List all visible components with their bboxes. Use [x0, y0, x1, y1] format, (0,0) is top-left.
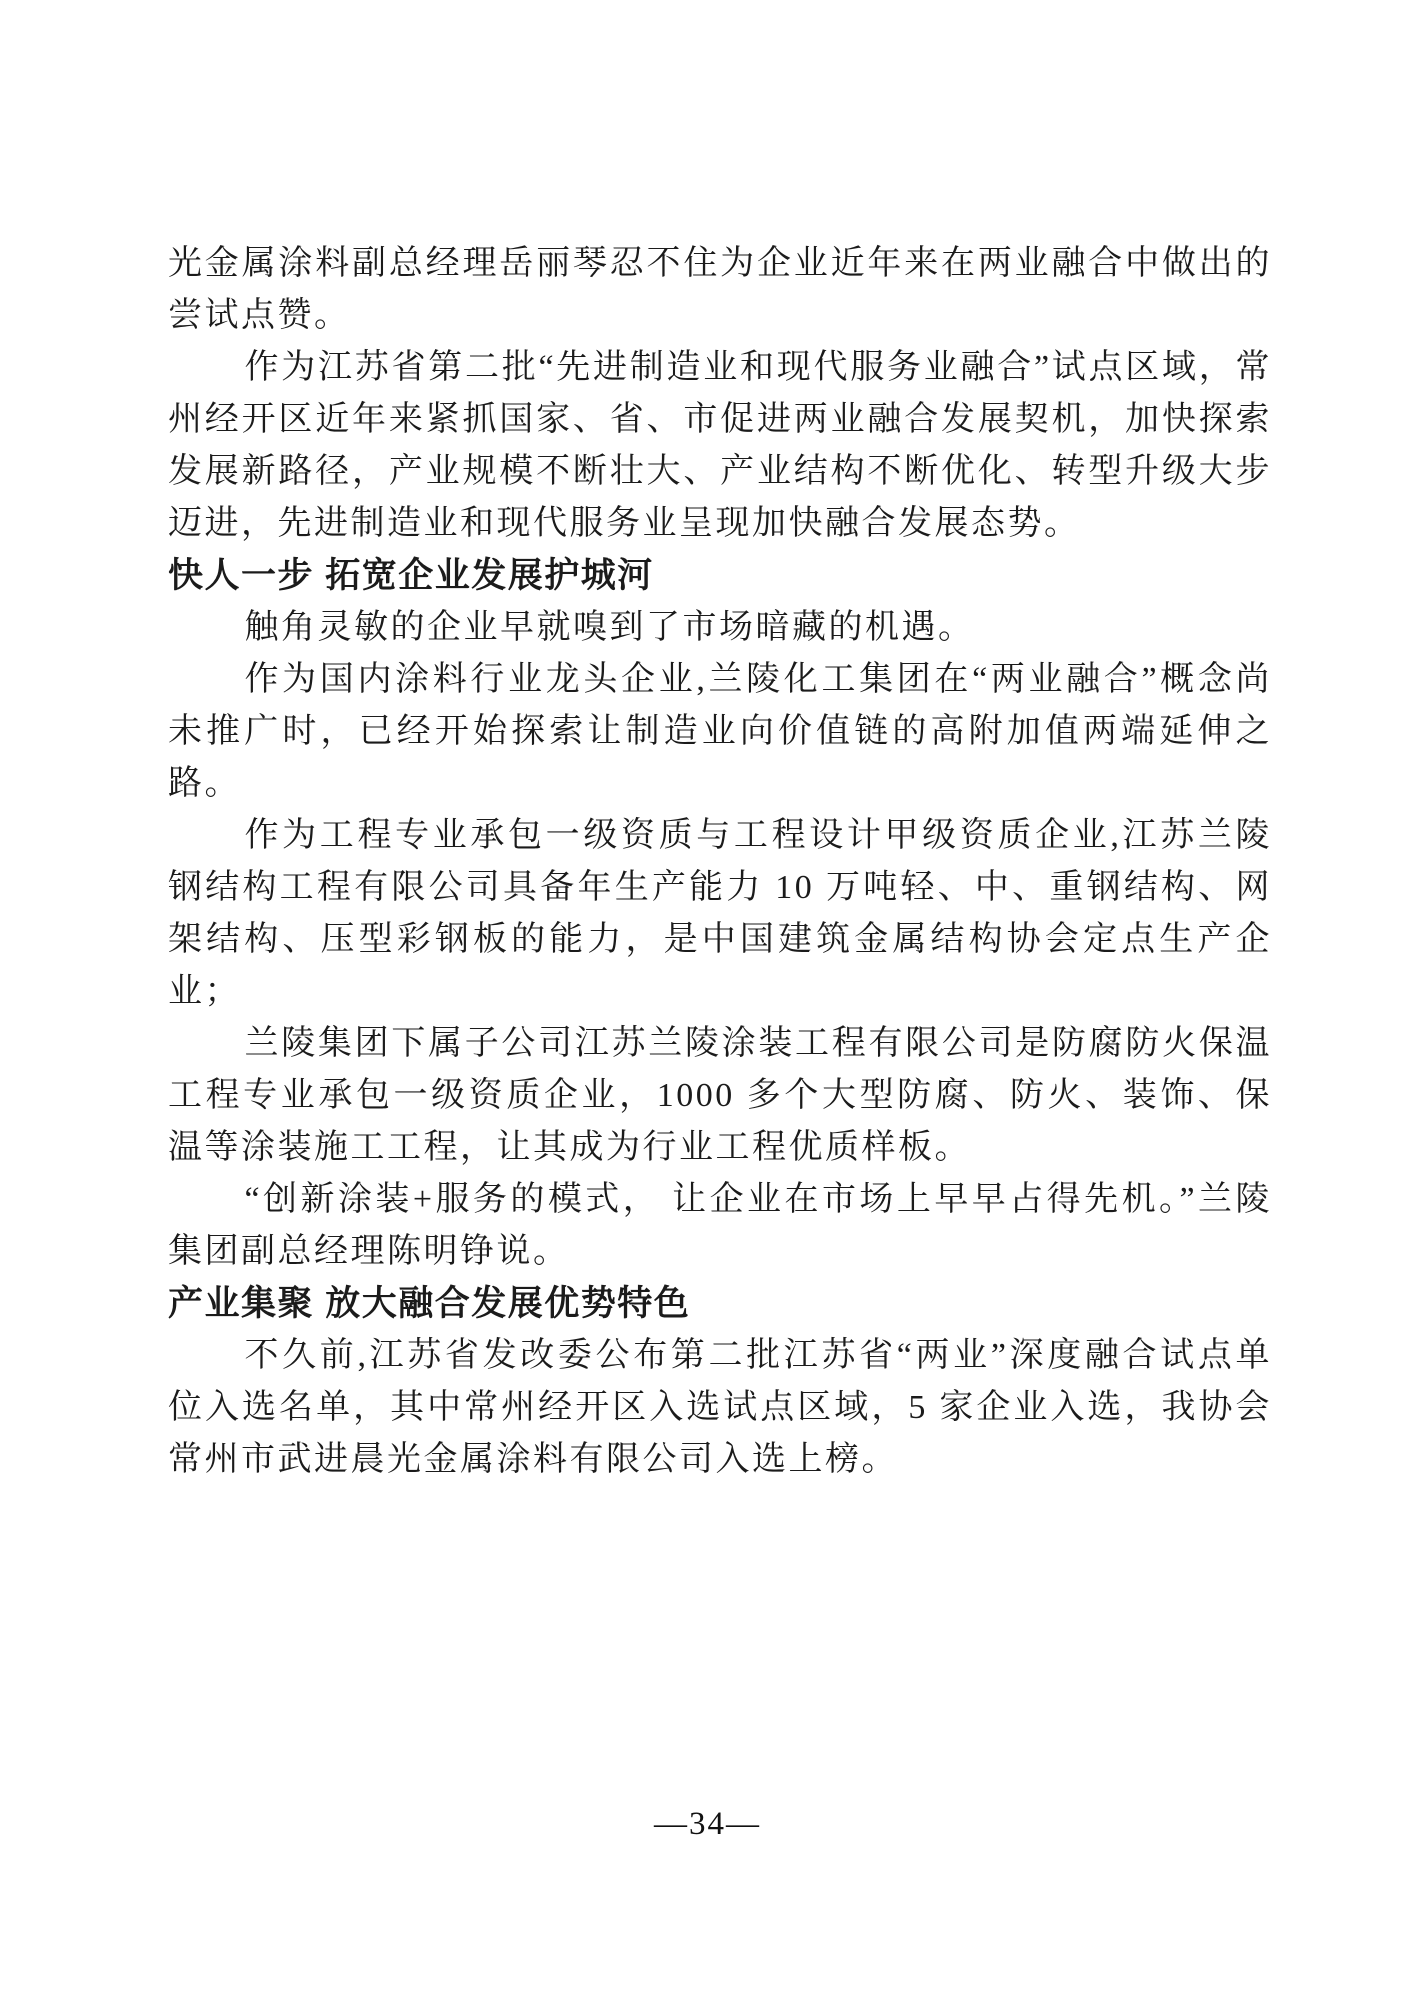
paragraph: 作为工程专业承包一级资质与工程设计甲级资质企业,江苏兰陵钢结构工程有限公司具备年生产能力 10 万吨轻、中、重钢结构、网架结构、压型彩钢板的能力，是中国建筑金属结构协会定点生产企业； [168, 817, 1272, 1010]
paragraph: 作为江苏省第二批“先进制造业和现代服务业融合”试点区域，常州经开区近年来紧抓国家、省、市促进两业融合发展契机，加快探索发展新路径，产业规模不断壮大、产业结构不断优化、转型升级大步迈进，先进制造业和现代服务业呈现加快融合发展态势。 [168, 349, 1272, 542]
section-heading: 产业集聚 放大融合发展优势特色 [168, 1284, 691, 1323]
paragraph: 触角灵敏的企业早就嗅到了市场暗藏的机遇。 [244, 609, 975, 646]
paragraph: “创新涂装+服务的模式， 让企业在市场上早早占得先机。”兰陵集团副总经理陈明铮说。 [168, 1181, 1272, 1270]
page-number: —34— [654, 1806, 761, 1842]
article-body [168, 238, 1272, 1486]
paragraph: 光金属涂料副总经理岳丽琴忍不住为企业近年来在两业融合中做出的尝试点赞。 [168, 245, 1272, 334]
paragraph: 不久前,江苏省发改委公布第二批江苏省“两业”深度融合试点单位入选名单，其中常州经开区入选试点区域，5 家企业入选，我协会常州市武进晨光金属涂料有限公司入选上榜。 [168, 1337, 1272, 1478]
paragraph: 兰陵集团下属子公司江苏兰陵涂装工程有限公司是防腐防火保温工程专业承包一级资质企业，1000 多个大型防腐、防火、装饰、保温等涂装施工工程，让其成为行业工程优质样板。 [168, 1025, 1272, 1166]
paragraph: 作为国内涂料行业龙头企业,兰陵化工集团在“两业融合”概念尚未推广时，已经开始探索让制造业向价值链的高附加值两端延伸之路。 [168, 661, 1272, 802]
section-heading: 快人一步 拓宽企业发展护城河 [168, 556, 654, 595]
